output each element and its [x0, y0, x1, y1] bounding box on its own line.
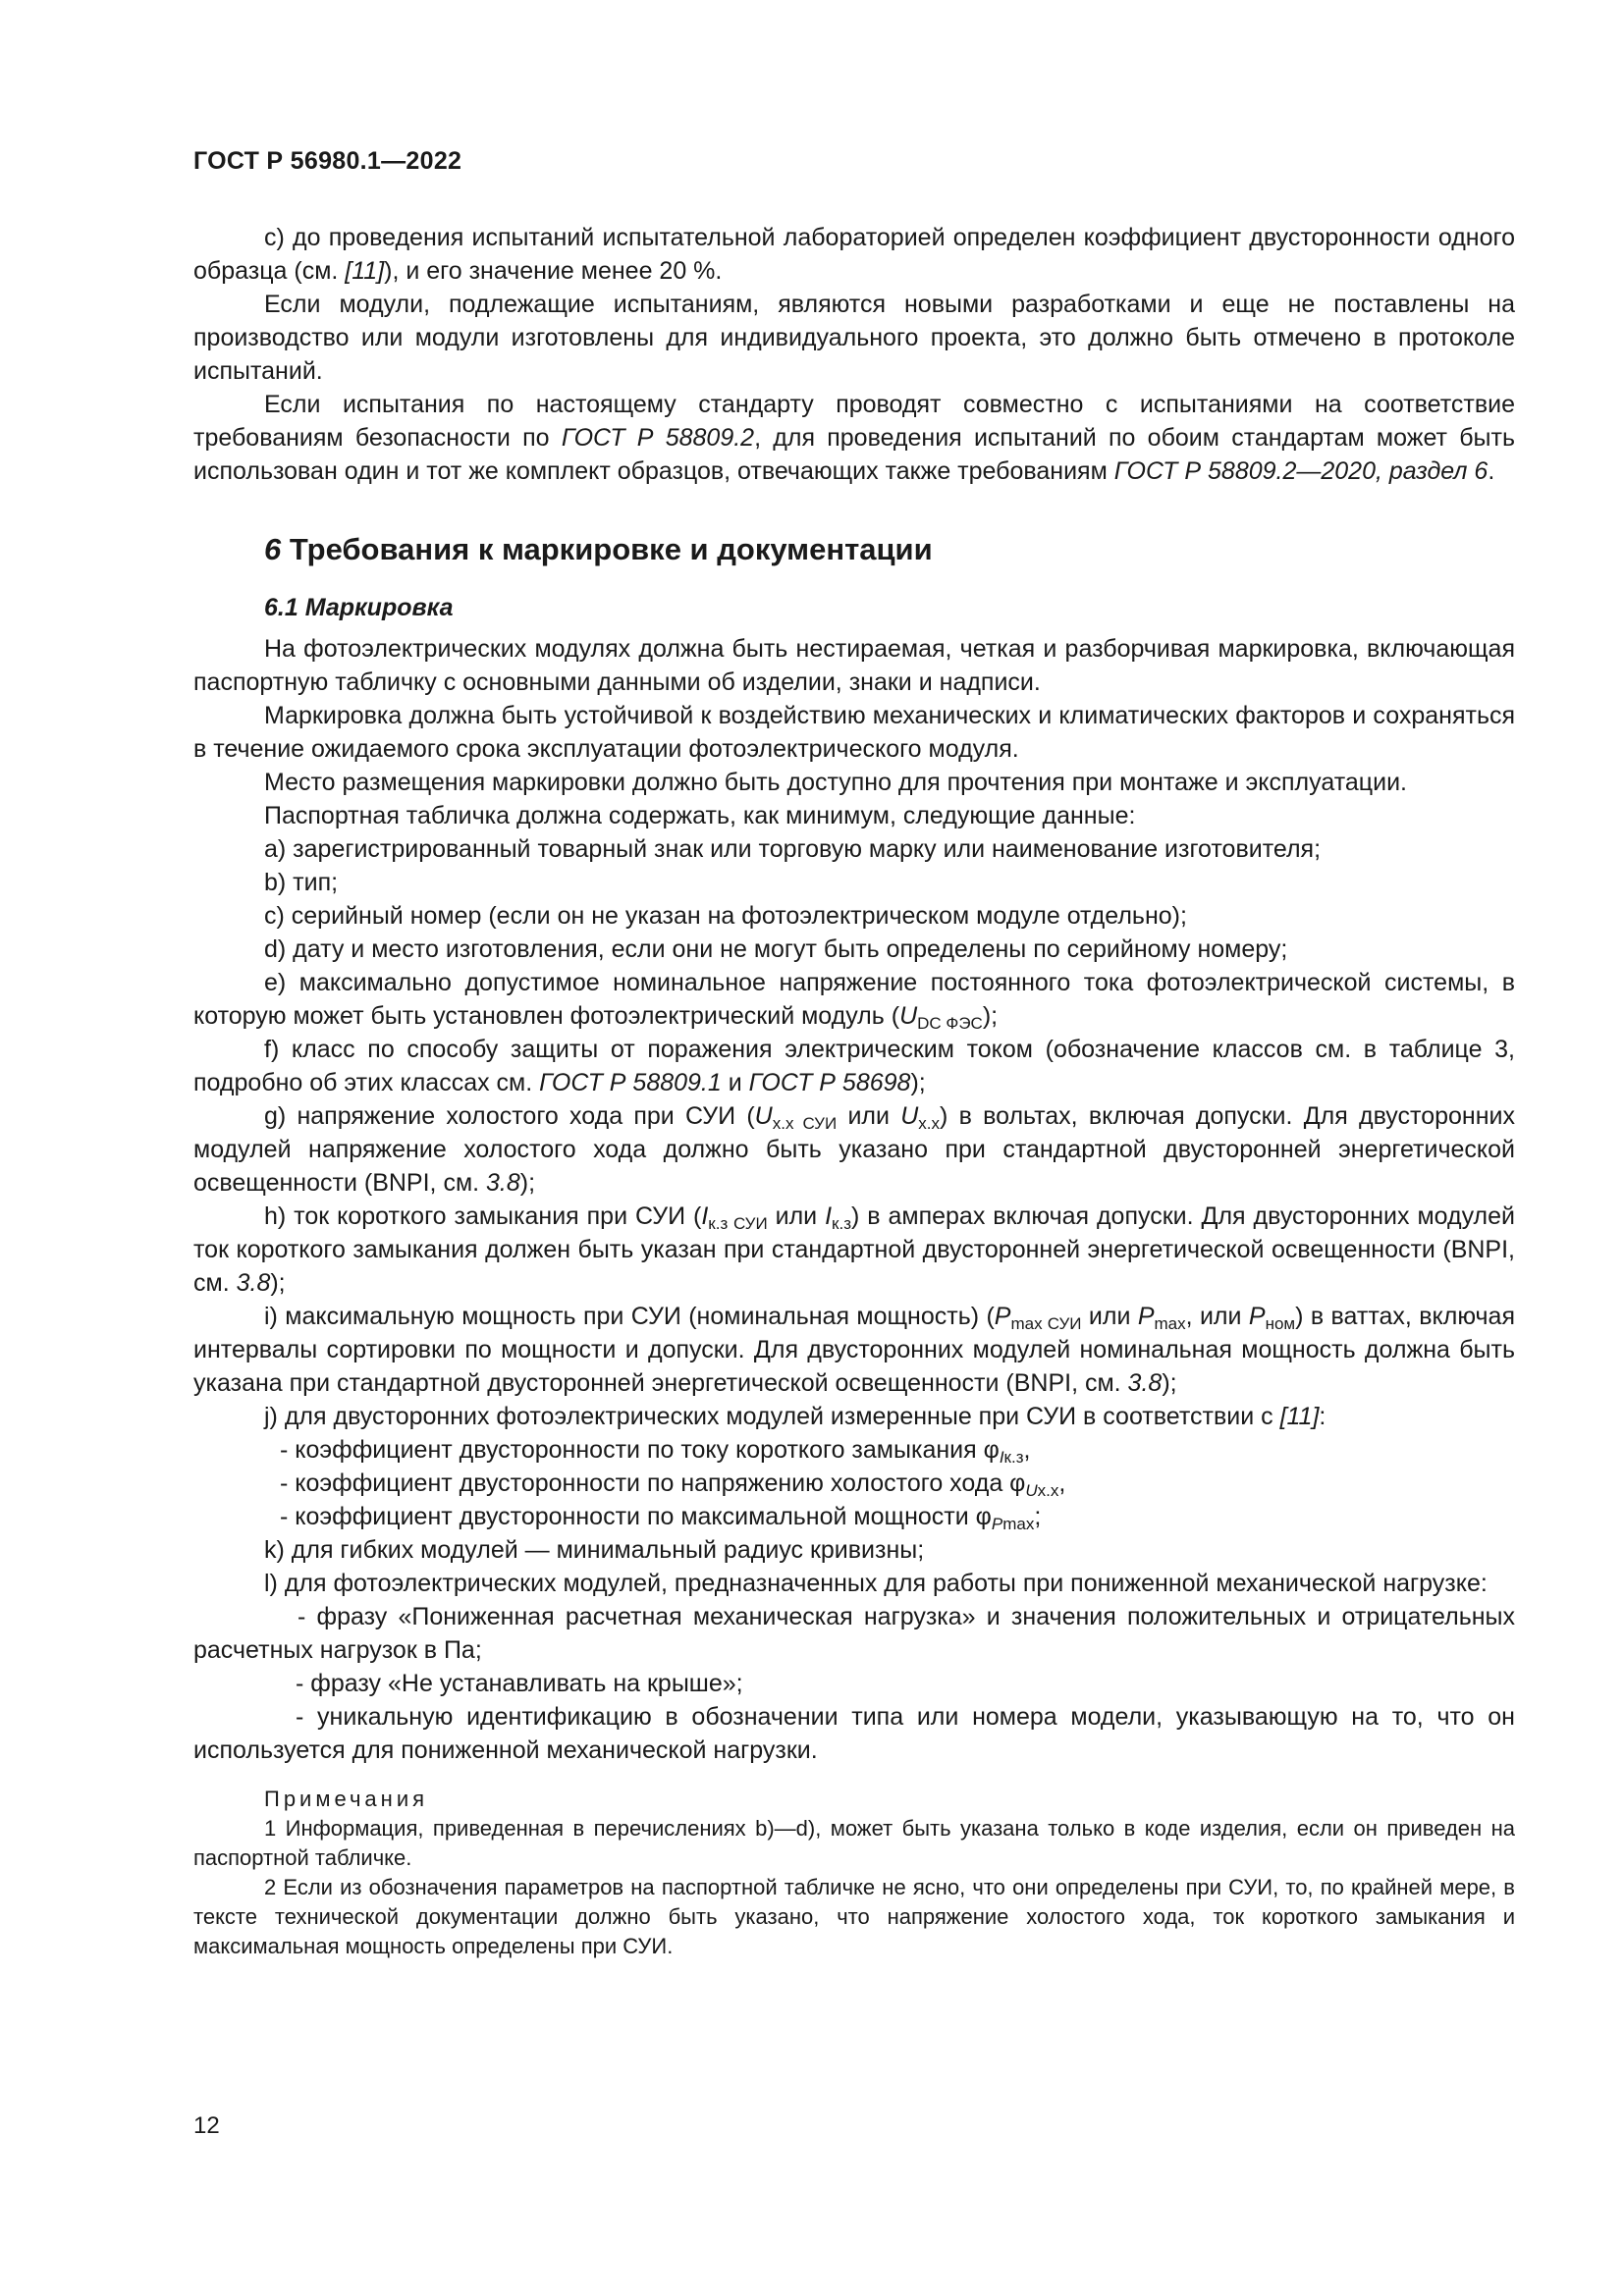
section-heading: 6 Требования к маркировке и документации — [264, 532, 933, 566]
list-subitem-dash: - коэффициент двусторонности по току короткого замыкания $\varphi_{Iк.з}$, — [280, 1436, 1031, 1467]
paragraph: Место размещения маркировки должно быть доступно для прочтения при монтаже и эксплуатации. — [264, 769, 1407, 796]
list-item-g: g) напряжение холостого хода при СУИ ($U_{х.х СУИ}$ или $U_{х.х}$) в вольтах, включая допуски. Для двусторонних модулей напряжение холостого хода должно быть указано при стандартной двусторонней энергетической освещенности (BNPI, см. 3.8); — [193, 1102, 1515, 1197]
list-subitem-dash: - коэффициент двусторонности по напряжению холостого хода $\varphi_{Uх.х}$, — [280, 1469, 1066, 1500]
list-item-c: c) серийный номер (если он не указан на фотоэлектрическом модуле отдельно); — [264, 902, 1187, 930]
page-number: 12 — [193, 2112, 220, 2139]
list-item-j: j) для двусторонних фотоэлектрических модулей измеренные при СУИ в соответствии с [11]: — [264, 1403, 1326, 1430]
list-item-l: l) для фотоэлектрических модулей, предназначенных для работы при пониженной механической нагрузке: — [264, 1570, 1488, 1597]
paragraph: Паспортная табличка должна содержать, как минимум, следующие данные: — [264, 802, 1136, 829]
list-item-b: b) тип; — [264, 869, 339, 896]
subsection-heading: 6.1 Маркировка — [264, 594, 454, 621]
document-body — [193, 221, 1515, 1961]
note-item: 2 Если из обозначения параметров на паспортной табличке не ясно, что они определены при СУИ, то, по крайней мере, в тексте технической документации должно быть указано, что напряжение холостого хода, ток короткого замыкания и максимальная мощность определены при СУИ. — [193, 1875, 1515, 1958]
notes-heading: Примечания — [264, 1787, 429, 1811]
list-subitem-dash: - уникальную идентификацию в обозначении типа или номера модели, указывающую на то, что он используется для пониженной механической нагрузки. — [193, 1703, 1515, 1764]
list-subitem-dash: - фразу «Пониженная расчетная механическая нагрузка» и значения положительных и отрицательных расчетных нагрузок в Па; — [193, 1603, 1515, 1664]
paragraph-new-developments: Если модули, подлежащие испытаниям, являются новыми разработками и еще не поставлены на производство или модули изготовлены для индивидуального проекта, это должно быть отмечено в протоколе испытаний. — [193, 291, 1515, 385]
paragraph: На фотоэлектрических модулях должна быть нестираемая, четкая и разборчивая маркировка, включающая паспортную табличку с основными данными об изделии, знаки и надписи. — [193, 635, 1515, 696]
paragraph: Маркировка должна быть устойчивой к воздействию механических и климатических факторов и сохраняться в течение ожидаемого срока эксплуатации фотоэлектрического модуля. — [193, 702, 1515, 763]
list-item-k: k) для гибких модулей — минимальный радиус кривизны; — [264, 1536, 925, 1564]
paragraph-item-c: с) до проведения испытаний испытательной лабораторией определен коэффициент двусторонности одного образца (см. [11]), и его значение менее 20 %. — [193, 224, 1515, 285]
list-item-h: h) ток короткого замыкания при СУИ ($I_{к.з СУИ}$ или $I_{к.з}$) в амперах включая допуски. Для двусторонних модулей ток короткого замыкания должен быть указан при стандартной двусторонней энергетической освещенности (BNPI, см. 3.8); — [193, 1202, 1515, 1297]
document-page — [193, 147, 1515, 2248]
list-item-i: i) максимальную мощность при СУИ (номинальная мощность) ($P_{max СУИ}$ или $P_{max}$, или $P_{ном}$) в ваттах, включая интервалы сортировки по мощности и допуски. Для двусторонних модулей номинальная мощность должна быть указана при стандартной двусторонней энергетической освещенности (BNPI, см. 3.8); — [193, 1303, 1515, 1397]
list-item-f: f) класс по способу защиты от поражения электрическим током (обозначение классов см. в таблице 3, подробно об этих классах см. ГОСТ Р 58809.1 и ГОСТ Р 58698); — [193, 1036, 1515, 1096]
note-item: 1 Информация, приведенная в перечислениях b)—d), может быть указана только в коде изделия, если он приведен на паспортной табличке. — [193, 1816, 1515, 1870]
reference-link: [11] — [345, 257, 385, 285]
list-subitem-dash: - фразу «Не устанавливать на крыше»; — [296, 1670, 743, 1697]
list-item-a: а) зарегистрированный товарный знак или торговую марку или наименование изготовителя; — [264, 835, 1322, 863]
list-item-d: d) дату и место изготовления, если они не могут быть определены по серийному номеру; — [264, 935, 1288, 963]
paragraph-joint-testing: Если испытания по настоящему стандарту проводят совместно с испытаниями на соответствие требованиям безопасности по ГОСТ Р 58809.2, для проведения испытаний по обоим стандартам может быть использован один и тот же комплект образцов, отвечающих также требованиям ГОСТ Р 58809.2—2020, раздел 6. — [193, 391, 1515, 485]
list-item-e: e) максимально допустимое номинальное напряжение постоянного тока фотоэлектрической системы, в которую может быть установлен фотоэлектрический модуль $(U_{DC ФЭС})$; — [193, 969, 1515, 1033]
document-header: ГОСТ Р 56980.1—2022 — [193, 147, 462, 175]
list-subitem-dash: - коэффициент двусторонности по максимальной мощности $\varphi_{Pmax}$; — [280, 1503, 1042, 1533]
